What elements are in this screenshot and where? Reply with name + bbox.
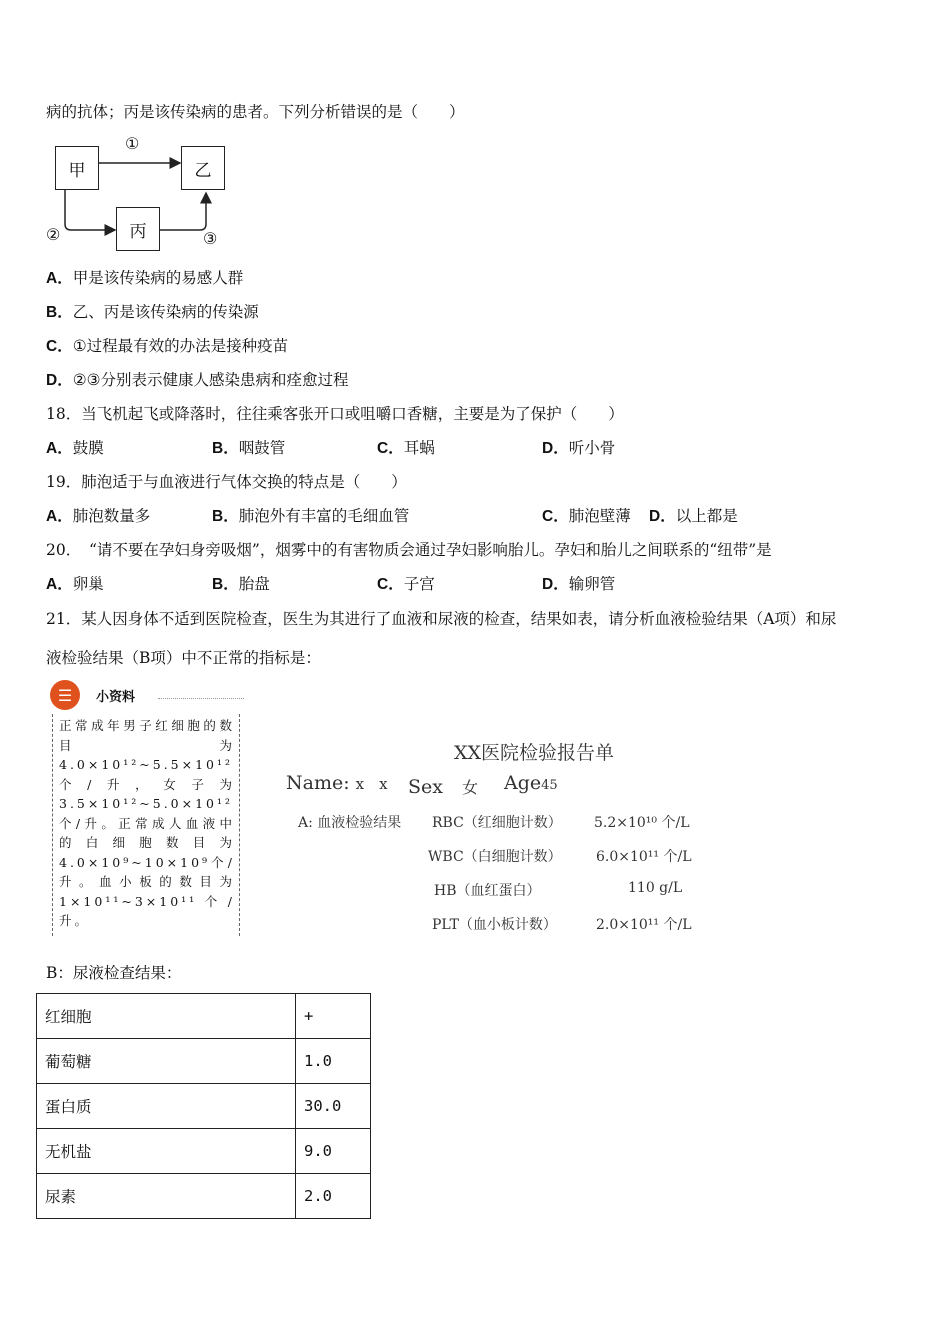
urine-item: 尿素 — [37, 1174, 296, 1219]
name-value: x x — [355, 775, 388, 793]
q20-option-c[interactable] — [377, 573, 435, 596]
urine-value: 1.0 — [296, 1039, 371, 1084]
urine-table — [36, 993, 371, 1219]
q20-option-a[interactable] — [46, 573, 104, 596]
diagram-label-1: ① — [125, 134, 140, 153]
report-row-item: RBC（红细胞计数） — [432, 815, 562, 831]
q20-stem: 20． “请不要在孕妇身旁吸烟”，烟雾中的有害物质会通过孕妇影响胎儿。孕妇和胎儿之间联系的“纽带”是 — [46, 541, 772, 559]
option-text: 乙、丙是该传染病的传染源 — [72, 303, 259, 321]
info-card — [48, 680, 244, 938]
urine-item: 葡萄糖 — [37, 1039, 296, 1084]
urine-value: 9.0 — [296, 1129, 371, 1174]
q19-option-c[interactable] — [542, 505, 631, 528]
option-text: 卵巢 — [72, 575, 104, 593]
report-row-value: 2.0×10¹¹ 个/L — [596, 917, 692, 933]
name-label: Name: — [286, 772, 350, 794]
option-text: 咽鼓管 — [238, 439, 286, 457]
option-text: 肺泡外有丰富的毛细血管 — [238, 507, 410, 525]
info-card-header — [48, 680, 244, 710]
option-label: C． — [542, 508, 569, 525]
q21-stem-line2: 液检验结果（B项）中不正常的指标是： — [46, 649, 321, 667]
option-label: C． — [377, 576, 404, 593]
option-text: ①过程最有效的办法是接种疫苗 — [72, 337, 289, 355]
option-label: B． — [212, 508, 239, 525]
option-text: 以上都是 — [675, 507, 738, 525]
diagram-label-3: ③ — [203, 229, 218, 248]
option-label: C． — [46, 338, 73, 355]
option-label: D． — [46, 372, 73, 389]
q17-option-b[interactable] — [46, 301, 259, 324]
q17-option-d[interactable] — [46, 369, 349, 392]
urine-item: 无机盐 — [37, 1129, 296, 1174]
table-row — [37, 1174, 371, 1219]
info-card-text: 正常成年男子红细胞的数目为4.0×10¹²~5.5×10¹²个/升，女子为3.5×10¹²~5.0×10¹²个/升。正常成人血液中的白细胞数目为4.0×10⁹~10×10⁹个/升。血小板的数目为1×10¹¹~3×10¹¹个/升。 — [59, 718, 235, 928]
urine-item: 红细胞 — [37, 994, 296, 1039]
q19-stem: 19．肺泡适于与血液进行气体交换的特点是（ ） — [46, 473, 407, 491]
report-row-item: PLT（血小板计数） — [432, 917, 557, 933]
report-row-value: 6.0×10¹¹ 个/L — [596, 849, 692, 865]
age-label: Age — [504, 772, 542, 794]
option-text: 胎盘 — [238, 575, 270, 593]
option-text: 肺泡数量多 — [72, 507, 151, 525]
urine-value: + — [296, 994, 371, 1039]
table-row — [37, 994, 371, 1039]
option-label: B． — [212, 440, 239, 457]
q17-option-c[interactable] — [46, 335, 288, 358]
option-label: A． — [46, 576, 73, 593]
sex-value: 女 — [462, 778, 479, 797]
diagram-label-2: ② — [46, 225, 61, 244]
option-label: A． — [46, 440, 73, 457]
arrow-3 — [160, 193, 206, 230]
option-label: C． — [377, 440, 404, 457]
report-row-item: WBC（白细胞计数） — [428, 849, 562, 865]
q17-option-a[interactable] — [46, 267, 243, 290]
option-text: 肺泡壁薄 — [568, 507, 631, 525]
option-text: ②③分别表示健康人感染患病和痊愈过程 — [72, 371, 349, 389]
q19-option-b[interactable] — [212, 505, 409, 528]
option-label: B． — [212, 576, 239, 593]
option-label: A． — [46, 508, 73, 525]
table-row — [37, 1084, 371, 1129]
option-label: D． — [542, 440, 569, 457]
option-text: 子宫 — [403, 575, 435, 593]
report-title: XX医院检验报告单 — [454, 742, 615, 764]
option-label: D． — [542, 576, 569, 593]
report-name — [286, 772, 388, 794]
info-card-title: 小资料 — [96, 689, 136, 704]
q18-stem: 18．当飞机起飞或降落时，往往乘客张开口或咀嚼口香糖，主要是为了保护（ ） — [46, 405, 624, 423]
box-jia: 甲 — [55, 146, 99, 190]
option-label: B． — [46, 304, 73, 321]
report-sex — [408, 772, 478, 799]
q19-option-a[interactable] — [46, 505, 150, 528]
report-row-value: 110 g/L — [628, 880, 683, 896]
option-text: 鼓膜 — [72, 439, 104, 457]
urine-item: 蛋白质 — [37, 1084, 296, 1129]
urine-value: 30.0 — [296, 1084, 371, 1129]
hospital-report — [282, 728, 702, 948]
arrow-2 — [65, 190, 115, 230]
report-row-value: 5.2×10¹⁰ 个/L — [594, 815, 690, 831]
table-row — [37, 1039, 371, 1084]
report-section-label: A: 血液检验结果 — [298, 815, 402, 831]
sex-label: Sex — [408, 776, 443, 798]
urine-value: 2.0 — [296, 1174, 371, 1219]
urine-heading: B：尿液检查结果： — [46, 964, 182, 982]
option-text: 听小骨 — [568, 439, 616, 457]
report-age — [504, 772, 558, 794]
option-text: 甲是该传染病的易感人群 — [72, 269, 244, 287]
q18-option-d[interactable] — [542, 437, 615, 460]
option-text: 输卵管 — [568, 575, 616, 593]
box-bing: 丙 — [116, 207, 160, 251]
q18-option-a[interactable] — [46, 437, 104, 460]
option-text: 耳蜗 — [403, 439, 435, 457]
option-label: A． — [46, 270, 73, 287]
option-label: D． — [649, 508, 676, 525]
box-yi: 乙 — [181, 146, 225, 190]
report-row-item: HB（血红蛋白） — [434, 883, 541, 899]
info-card-body — [52, 714, 240, 936]
age-value: 45 — [541, 778, 558, 793]
notebook-icon: ☰ — [50, 680, 80, 710]
divider — [158, 698, 244, 699]
q20-option-b[interactable] — [212, 573, 270, 596]
question-17-stem-continuation: 病的抗体；丙是该传染病的患者。下列分析错误的是（ ） — [46, 103, 465, 121]
q20-option-d[interactable] — [542, 573, 615, 596]
q21-stem-line1: 21．某人因身体不适到医院检查，医生为其进行了血液和尿液的检查，结果如表，请分析血液检验结果（A项）和尿 — [46, 610, 837, 628]
q18-option-c[interactable] — [377, 437, 435, 460]
q19-option-d[interactable] — [649, 505, 738, 528]
q18-option-b[interactable] — [212, 437, 285, 460]
table-row — [37, 1129, 371, 1174]
